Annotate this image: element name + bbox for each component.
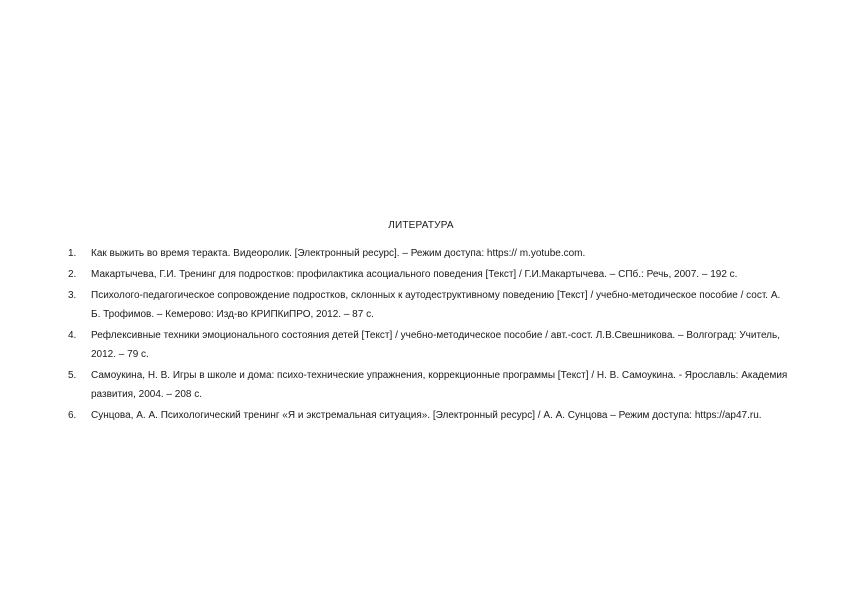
reference-number: 4.: [68, 330, 77, 341]
reference-text: Сунцова, А. А. Психологический тренинг «Я и экстремальная ситуация». [Электронный ресурс] / А. А. Сунцова – Режим доступа: https://ap47.ru.: [91, 410, 762, 421]
page-heading: ЛИТЕРАТУРА: [388, 220, 454, 231]
reference-number: 1.: [68, 248, 77, 259]
reference-number: 6.: [68, 410, 77, 421]
reference-text: Как выжить во время теракта. Видеоролик. [Электронный ресурс]. – Режим доступа: https:// m.yotube.com.: [91, 248, 586, 259]
reference-item: [68, 366, 792, 404]
reference-number: 5.: [68, 370, 77, 381]
reference-text: Самоукина, Н. В. Игры в школе и дома: психо-технические упражнения, коррекционные программы [Текст] / Н. В. Самоукина. - Ярославль: Академия развития, 2004. – 208 с.: [91, 370, 788, 400]
reference-number: 2.: [68, 269, 77, 280]
reference-item: [68, 286, 792, 324]
reference-item: [68, 326, 792, 364]
reference-list: [68, 244, 792, 427]
reference-text: Макартычева, Г.И. Тренинг для подростков: профилактика асоциального поведения [Текст] / Г.И.Макартычева. – СПб.: Речь, 2007. – 192 с.: [91, 269, 738, 280]
reference-item: [68, 406, 792, 425]
reference-text: Рефлексивные техники эмоционального состояния детей [Текст] / учебно-методическое пособие / авт.-сост. Л.В.Свешникова. – Волгоград: Учитель, 2012. – 79 с.: [91, 330, 780, 360]
reference-text: Психолого-педагогическое сопровождение подростков, склонных к аутодеструктивному поведению [Текст] / учебно-методическое пособие / сост. А. Б. Трофимов. – Кемерово: Изд-во КРИПКиПРО, 2012. – 87 с.: [91, 290, 781, 320]
reference-number: 3.: [68, 290, 77, 301]
reference-item: [68, 265, 792, 284]
reference-item: [68, 244, 792, 263]
